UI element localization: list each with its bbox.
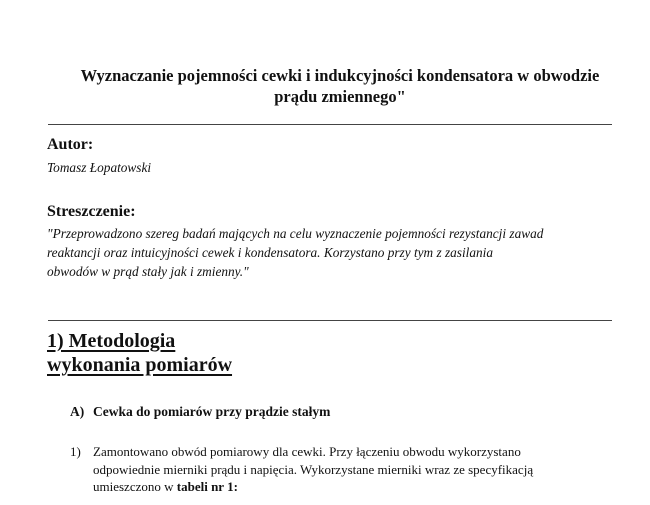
document-title (40, 65, 640, 107)
document-title-line-1: Wyznaczanie pojemności cewki i indukcyjności kondensatora w obwodzie (80, 66, 600, 85)
table-reference: tabeli nr 1: (176, 479, 238, 494)
methodology-heading-line-2: wykonania pomiarów (47, 354, 233, 376)
subsection-heading (70, 404, 330, 420)
list-item-line-3-text: umieszczono w (93, 479, 174, 494)
list-item-line-3 (93, 478, 623, 496)
subsection-title: Cewka do pomiarów przy prądzie stałym (93, 404, 331, 419)
methodology-heading (47, 329, 232, 377)
methodology-heading-line-1: 1) Metodologia (47, 330, 176, 352)
abstract-line-1: "Przeprowadzono szereg badań mających na celu wyznaczenie pojemności rezystancji zawad (47, 226, 544, 241)
divider-middle (48, 320, 612, 321)
subsection-marker: A) (70, 404, 85, 419)
abstract-heading: Streszczenie: (47, 203, 136, 220)
author-heading: Autor: (47, 136, 94, 153)
abstract-text (47, 224, 627, 281)
list-item-text (93, 443, 623, 496)
divider-top (48, 124, 612, 125)
document-title-line-2: prądu zmiennego" (274, 87, 406, 106)
list-item-number: 1) (70, 444, 81, 459)
abstract-line-2: reaktancji oraz intuicyjności cewek i kondensatora. Korzystano przy tym z zasilania (47, 245, 494, 260)
list-item-line-2: odpowiednie mierniki prądu i napięcia. Wykorzystane mierniki wraz ze specyfikacją (93, 461, 534, 477)
author-name: Tomasz Łopatowski (47, 160, 152, 175)
list-item-line-1: Zamontowano obwód pomiarowy dla cewki. Przy łączeniu obwodu wykorzystano (93, 444, 521, 459)
abstract-line-3: obwodów w prąd stały jak i zmienny." (47, 264, 249, 279)
